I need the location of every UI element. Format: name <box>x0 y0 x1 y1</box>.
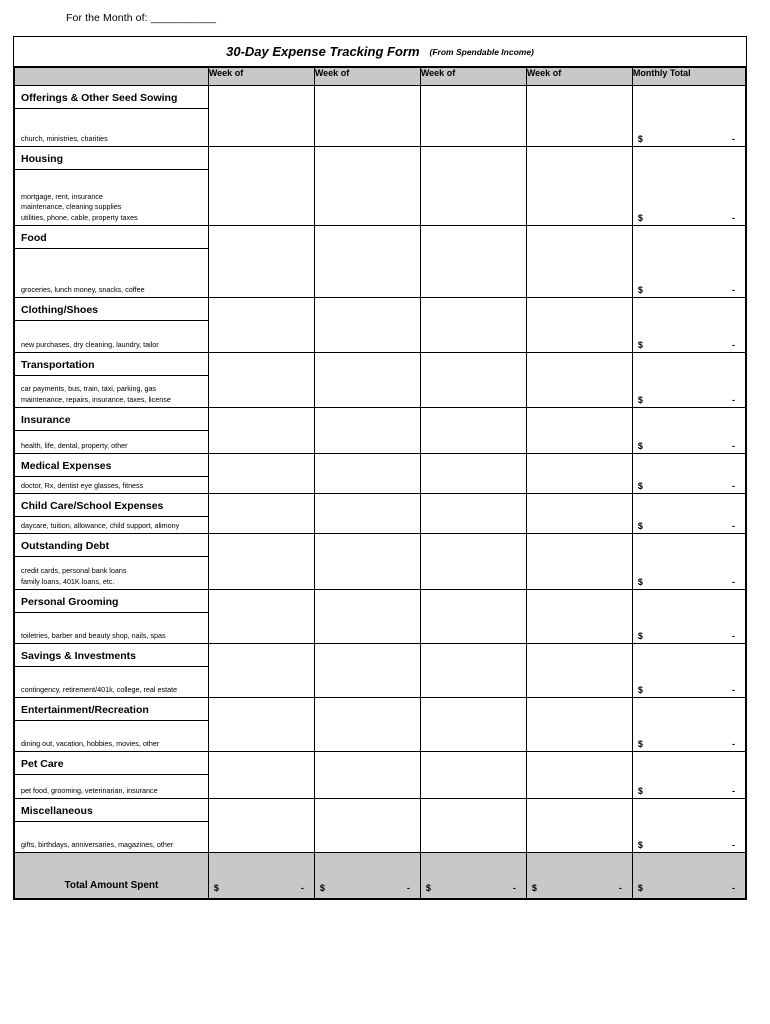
form-title-bar <box>14 37 746 67</box>
week1-entry-cell[interactable] <box>208 298 314 353</box>
amount-value: - <box>732 883 735 893</box>
amount-value: - <box>732 134 735 144</box>
monthly-total-cell[interactable] <box>632 353 745 408</box>
currency-symbol: $ <box>637 739 643 749</box>
category-title: Outstanding Debt <box>15 534 208 557</box>
total-monthly-cell[interactable] <box>632 853 745 899</box>
week3-entry-cell[interactable] <box>420 590 526 644</box>
week3-entry-cell[interactable] <box>420 799 526 853</box>
week4-entry-cell[interactable] <box>526 408 632 454</box>
table-row <box>15 644 746 698</box>
amount-value: - <box>406 883 410 893</box>
category-title: Clothing/Shoes <box>15 298 208 321</box>
expense-table <box>14 67 746 899</box>
week1-entry-cell[interactable] <box>208 698 314 752</box>
monthly-total-cell[interactable] <box>632 147 745 226</box>
form-container <box>13 36 747 900</box>
currency-symbol: $ <box>213 883 219 893</box>
amount-value: - <box>732 631 735 641</box>
week1-entry-cell[interactable] <box>208 226 314 298</box>
category-description: health, life, dental, property, other <box>21 441 128 451</box>
week3-entry-cell[interactable] <box>420 752 526 799</box>
category-description: mortgage, rent, insurance maintenance, cleaning supplies utilities, phone, cable, property taxes <box>21 191 138 222</box>
monthly-total-cell[interactable] <box>632 590 745 644</box>
week1-entry-cell[interactable] <box>208 408 314 454</box>
week3-entry-cell[interactable] <box>420 353 526 408</box>
category-title: Entertainment/Recreation <box>15 698 208 721</box>
week1-entry-cell[interactable] <box>208 454 314 494</box>
category-description: dining out, vacation, hobbies, movies, other <box>21 739 160 749</box>
month-of-field[interactable]: For the Month of: ___________ <box>66 12 217 24</box>
week2-entry-cell[interactable] <box>314 86 420 147</box>
table-row <box>15 226 746 298</box>
week3-entry-cell[interactable] <box>420 147 526 226</box>
currency-symbol: $ <box>637 213 643 223</box>
monthly-total-cell[interactable] <box>632 494 745 534</box>
column-header-week1: Week of <box>208 68 314 86</box>
week3-entry-cell[interactable] <box>420 534 526 590</box>
week2-entry-cell[interactable] <box>314 494 420 534</box>
currency-symbol: $ <box>637 786 643 796</box>
week1-entry-cell[interactable] <box>208 147 314 226</box>
currency-symbol: $ <box>637 840 643 850</box>
category-description: credit cards, personal bank loans family loans, 401K loans, etc. <box>21 566 127 586</box>
week4-entry-cell[interactable] <box>526 799 632 853</box>
table-row <box>15 147 746 226</box>
category-cell-offerings <box>15 86 209 147</box>
week1-entry-cell[interactable] <box>208 752 314 799</box>
week2-entry-cell[interactable] <box>314 298 420 353</box>
week2-entry-cell[interactable] <box>314 644 420 698</box>
category-description: doctor, Rx, dentist eye glasses, fitness <box>21 481 144 491</box>
total-week2-cell[interactable] <box>314 853 420 899</box>
week4-entry-cell[interactable] <box>526 226 632 298</box>
week4-entry-cell[interactable] <box>526 698 632 752</box>
table-row <box>15 353 746 408</box>
week2-entry-cell[interactable] <box>314 698 420 752</box>
monthly-total-cell[interactable] <box>632 86 745 147</box>
category-cell-savings-investments <box>15 644 209 698</box>
amount-value: - <box>732 577 735 587</box>
category-title: Savings & Investments <box>15 644 208 667</box>
week2-entry-cell[interactable] <box>314 353 420 408</box>
amount-value: - <box>618 883 622 893</box>
category-cell-miscellaneous <box>15 799 209 853</box>
week1-entry-cell[interactable] <box>208 534 314 590</box>
category-description: pet food, grooming, veterinarian, insurance <box>21 786 158 796</box>
category-cell-food <box>15 226 209 298</box>
table-header-row <box>15 68 746 86</box>
monthly-total-cell[interactable] <box>632 752 745 799</box>
amount-value: - <box>300 883 304 893</box>
table-row <box>15 86 746 147</box>
currency-symbol: $ <box>637 441 643 451</box>
week4-entry-cell[interactable] <box>526 494 632 534</box>
category-title: Insurance <box>15 408 208 431</box>
amount-value: - <box>732 739 735 749</box>
column-header-week2: Week of <box>314 68 420 86</box>
amount-value: - <box>732 840 735 850</box>
category-cell-insurance <box>15 408 209 454</box>
amount-value: - <box>732 481 735 491</box>
category-title: Child Care/School Expenses <box>15 494 208 517</box>
week3-entry-cell[interactable] <box>420 408 526 454</box>
category-description: new purchases, dry cleaning, laundry, tailor <box>21 340 159 350</box>
week3-entry-cell[interactable] <box>420 298 526 353</box>
table-row <box>15 752 746 799</box>
amount-value: - <box>732 521 735 531</box>
currency-symbol: $ <box>637 395 643 405</box>
category-description: daycare, tuition, allowance, child support, alimony <box>21 521 180 531</box>
category-title: Food <box>15 226 208 249</box>
category-cell-clothing-shoes <box>15 298 209 353</box>
category-description: church, ministries, charities <box>21 134 108 144</box>
currency-symbol: $ <box>637 285 643 295</box>
column-header-week3: Week of <box>420 68 526 86</box>
category-description: car payments, bus, train, taxi, parking, gas maintenance, repairs, insurance, taxes, license <box>21 384 171 404</box>
week1-entry-cell[interactable] <box>208 799 314 853</box>
amount-value: - <box>732 441 735 451</box>
table-row <box>15 799 746 853</box>
category-cell-medical-expenses <box>15 454 209 494</box>
category-title: Offerings & Other Seed Sowing <box>15 86 208 109</box>
week1-entry-cell[interactable] <box>208 353 314 408</box>
category-description: gifts, birthdays, anniversaries, magazines, other <box>21 840 174 850</box>
amount-value: - <box>732 285 735 295</box>
table-row <box>15 408 746 454</box>
table-row <box>15 298 746 353</box>
currency-symbol: $ <box>637 481 643 491</box>
monthly-total-cell[interactable] <box>632 226 745 298</box>
week2-entry-cell[interactable] <box>314 534 420 590</box>
monthly-total-cell[interactable] <box>632 454 745 494</box>
table-row <box>15 698 746 752</box>
week1-entry-cell[interactable] <box>208 86 314 147</box>
amount-value: - <box>732 340 735 350</box>
total-label: Total Amount Spent <box>64 880 159 891</box>
category-cell-entertainment-recreation <box>15 698 209 752</box>
category-title: Personal Grooming <box>15 590 208 613</box>
currency-symbol: $ <box>637 340 643 350</box>
week4-entry-cell[interactable] <box>526 147 632 226</box>
week4-entry-cell[interactable] <box>526 752 632 799</box>
currency-symbol: $ <box>531 883 537 893</box>
week2-entry-cell[interactable] <box>314 408 420 454</box>
category-title: Miscellaneous <box>15 799 208 822</box>
currency-symbol: $ <box>637 521 643 531</box>
week2-entry-cell[interactable] <box>314 590 420 644</box>
week3-entry-cell[interactable] <box>420 698 526 752</box>
week4-entry-cell[interactable] <box>526 454 632 494</box>
category-title: Pet Care <box>15 752 208 775</box>
week2-entry-cell[interactable] <box>314 147 420 226</box>
monthly-total-cell[interactable] <box>632 408 745 454</box>
category-description: contingency, retirement/401k, college, real estate <box>21 685 178 695</box>
total-label-cell <box>15 853 209 899</box>
week4-entry-cell[interactable] <box>526 534 632 590</box>
week3-entry-cell[interactable] <box>420 454 526 494</box>
page-title: 30-Day Expense Tracking Form <box>226 44 420 59</box>
monthly-total-cell[interactable] <box>632 644 745 698</box>
amount-value: - <box>732 786 735 796</box>
week4-entry-cell[interactable] <box>526 353 632 408</box>
category-cell-housing <box>15 147 209 226</box>
week4-entry-cell[interactable] <box>526 590 632 644</box>
amount-value: - <box>732 213 735 223</box>
category-description: toiletries, barber and beauty shop, nails, spas <box>21 631 166 641</box>
currency-symbol: $ <box>637 631 643 641</box>
amount-value: - <box>512 883 516 893</box>
week1-entry-cell[interactable] <box>208 644 314 698</box>
total-week3-cell[interactable] <box>420 853 526 899</box>
week4-entry-cell[interactable] <box>526 298 632 353</box>
table-row <box>15 494 746 534</box>
week1-entry-cell[interactable] <box>208 494 314 534</box>
currency-symbol: $ <box>425 883 431 893</box>
total-week1-cell[interactable] <box>208 853 314 899</box>
week3-entry-cell[interactable] <box>420 226 526 298</box>
week3-entry-cell[interactable] <box>420 86 526 147</box>
total-amount-spent-row <box>15 853 746 899</box>
category-cell-personal-grooming <box>15 590 209 644</box>
week2-entry-cell[interactable] <box>314 752 420 799</box>
table-row <box>15 534 746 590</box>
column-header-category <box>15 68 209 86</box>
currency-symbol: $ <box>637 883 643 893</box>
currency-symbol: $ <box>637 134 643 144</box>
week4-entry-cell[interactable] <box>526 86 632 147</box>
category-title: Housing <box>15 147 208 170</box>
monthly-total-cell[interactable] <box>632 298 745 353</box>
currency-symbol: $ <box>637 685 643 695</box>
week3-entry-cell[interactable] <box>420 644 526 698</box>
category-title: Transportation <box>15 353 208 376</box>
currency-symbol: $ <box>319 883 325 893</box>
page-subtitle: (From Spendable Income) <box>429 46 534 57</box>
monthly-total-cell[interactable] <box>632 799 745 853</box>
total-week4-cell[interactable] <box>526 853 632 899</box>
category-title: Medical Expenses <box>15 454 208 477</box>
monthly-total-cell[interactable] <box>632 698 745 752</box>
currency-symbol: $ <box>637 577 643 587</box>
monthly-total-cell[interactable] <box>632 534 745 590</box>
category-cell-pet-care <box>15 752 209 799</box>
week2-entry-cell[interactable] <box>314 454 420 494</box>
amount-value: - <box>732 685 735 695</box>
category-cell-child-care-school-expenses <box>15 494 209 534</box>
week2-entry-cell[interactable] <box>314 799 420 853</box>
column-header-monthly-total: Monthly Total <box>632 68 745 86</box>
category-cell-outstanding-debt <box>15 534 209 590</box>
table-row <box>15 454 746 494</box>
category-description: groceries, lunch money, snacks, coffee <box>21 285 145 295</box>
week4-entry-cell[interactable] <box>526 644 632 698</box>
amount-value: - <box>732 395 735 405</box>
week3-entry-cell[interactable] <box>420 494 526 534</box>
table-row <box>15 590 746 644</box>
column-header-week4: Week of <box>526 68 632 86</box>
week2-entry-cell[interactable] <box>314 226 420 298</box>
category-cell-transportation <box>15 353 209 408</box>
week1-entry-cell[interactable] <box>208 590 314 644</box>
